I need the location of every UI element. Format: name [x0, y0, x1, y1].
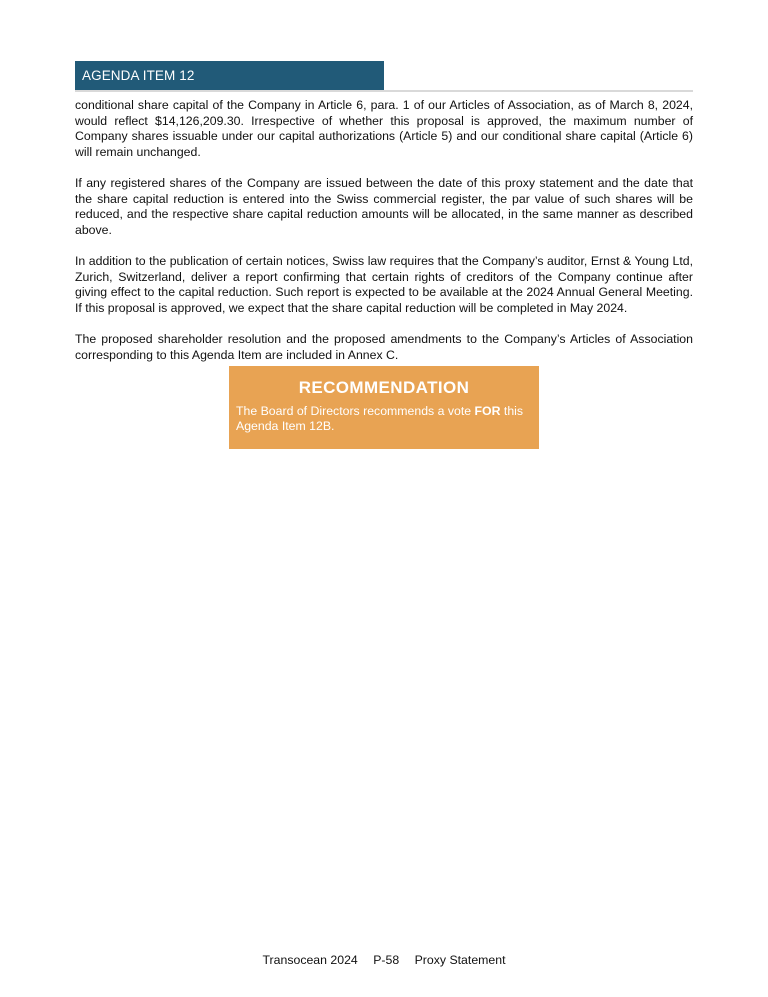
- paragraph-1: conditional share capital of the Company in Article 6, para. 1 of our Articles of Association, as of March 8, 2024, would reflect $14,126,209.30. Irrespective of whether this proposal is approved, the maximum number of Company shares issuable under our capital authorizations (Article 5) and our conditional share capital (Article 6) will remain unchanged.: [75, 98, 693, 159]
- footer-page-number: P-58: [373, 953, 400, 967]
- paragraph-4: The proposed shareholder resolution and the proposed amendments to the Company’s Articles of Association corresponding to this Agenda Item are included in Annex C.: [75, 331, 693, 362]
- footer-document-title: Proxy Statement: [414, 953, 506, 967]
- recommendation-title: RECOMMENDATION: [298, 378, 470, 397]
- recommendation-emphasis: FOR: [474, 404, 501, 418]
- paragraph-2: If any registered shares of the Company are issued between the date of this proxy statement and the date that the share capital reduction is entered into the Swiss commercial register, the par value of such shares will be reduced, and the respective share capital reduction amounts will be allocated, in the same manner as described above.: [75, 175, 693, 237]
- page-footer: [0, 953, 768, 968]
- paragraph-3: In addition to the publication of certain notices, Swiss law requires that the Company’s auditor, Ernst & Young Ltd, Zurich, Switzerland, deliver a report confirming that certain rights of creditors of the Company continue after giving effect to the capital reduction. Such report is expected to be available at the 2024 Annual General Meeting. If this proposal is approved, we expect that the share capital reduction will be completed in May 2024.: [75, 253, 693, 315]
- header-divider: [75, 90, 693, 92]
- recommendation-text-after: this Agenda Item 12B.: [236, 404, 524, 433]
- recommendation-text-before: The Board of Directors recommends a vote: [236, 404, 475, 418]
- footer-company: Transocean 2024: [262, 953, 358, 967]
- body-text: [75, 98, 693, 379]
- recommendation-text: [236, 404, 532, 434]
- agenda-item-header: AGENDA ITEM 12: [75, 61, 384, 90]
- recommendation-box: [229, 366, 539, 449]
